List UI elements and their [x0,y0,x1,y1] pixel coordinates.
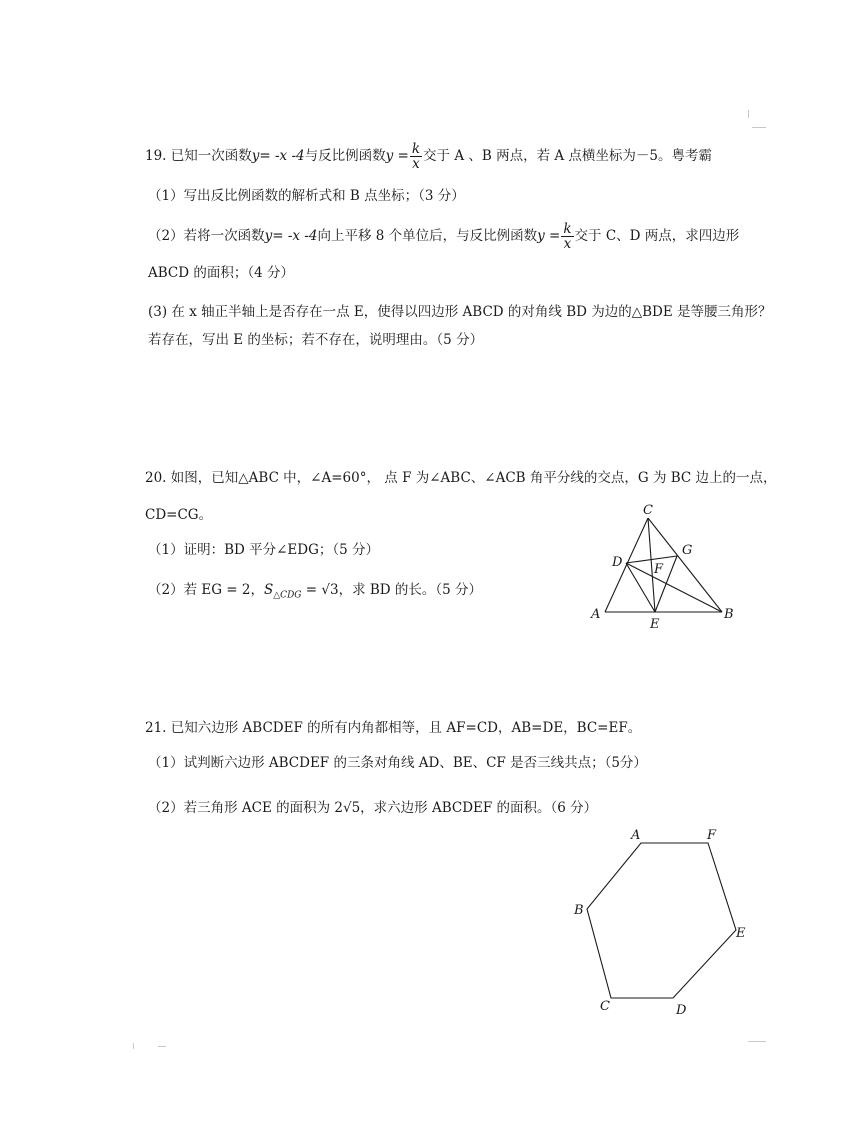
q21-label-f: F [707,828,717,843]
q20-label-b: B [724,607,734,622]
q21-label-d: D [676,1003,687,1018]
q20-part1: （1）证明：BD 平分∠EDG；（5 分） [148,542,380,558]
q19-frac-den: x [412,156,420,172]
q19-part1: （1）写出反比例函数的解析式和 B 点坐标；（3 分） [148,188,465,204]
q19-part2-text-b: 向上平移 8 个单位后，与反比例函数 [317,228,538,244]
q21-stem: 21. 已知六边形 ABCDEF 的所有内角都相等，且 AF=CD，AB=DE，BC=EF。 [145,720,642,736]
q20-label-c: C [643,503,653,518]
q19-fraction [410,142,422,171]
corner-mark-bottom-left-v [133,1043,134,1049]
q21-label-b: B [574,903,584,918]
q19-frac-num: k [411,141,421,157]
q19-stem-text-c: 交于 A 、B 两点，若 A 点横坐标为－5。粤考霸 [423,148,713,164]
q19-stem-text-b: 与反比例函数 [304,148,386,164]
q20-part2-text-b: = √3，求 BD 的长。（5 分） [301,582,483,598]
q20-label-d: D [612,555,623,570]
q19-part2-text-c: 交于 C、D 两点，求四边形 [574,228,740,244]
q19-part2-fraction [561,222,573,251]
q19-part2-cont: ABCD 的面积；（4 分） [148,265,294,281]
q21-part2: （2）若三角形 ACE 的面积为 2√5，求六边形 ABCDEF 的面积。（6 分） [148,800,598,816]
q19-part2-eq: y= -x -4 [264,228,318,244]
q20-label-e: E [650,617,660,632]
q20-part2 [148,580,482,606]
q21-label-a: A [631,828,641,843]
q19-linear-eq: y= -x -4 [251,148,305,164]
corner-mark-bottom-right [748,1041,766,1042]
q20-stem: 20. 如图，已知△ABC 中，∠A=60°， 点 F 为∠ABC、∠ACB 角平分线的交点，G 为 BC 边上的一点， [145,470,777,486]
q20-area-subscript: △CDG [273,590,302,601]
corner-mark-top-right-h [752,127,766,128]
corner-mark-top-right [748,110,749,118]
q20-label-a: A [591,607,601,622]
q19-part3-line1: (3) 在 x 轴正半轴上是否存在一点 E，使得以四边形 ABCD 的对角线 BD 为边的△BDE 是等腰三角形？ [148,304,772,320]
q19-stem-text-a: 19. 已知一次函数 [145,148,252,164]
q21-label-c: C [600,999,610,1014]
q20-part2-text-a: （2）若 EG = 2， [148,582,265,598]
q20-label-g: G [682,543,693,558]
q20-label-f: F [654,562,664,577]
q19-part3-line2: 若存在，写出 E 的坐标；若不存在，说明理由。（5 分） [148,332,484,348]
q20-area-symbol: S [264,582,274,598]
q20-stem-cont: CD=CG。 [145,507,213,523]
corner-mark-bottom-left [158,1046,166,1047]
q19-part2-frac-den: x [563,236,572,252]
q19-stem [145,142,712,171]
q19-part2-eq2: y = [537,228,561,244]
q19-inverse-eq-lhs: y = [385,148,409,164]
q21-part1: （1）试判断六边形 ABCDEF 的三条对角线 AD、BE、CF 是否三线共点；（5分） [148,755,647,771]
q21-label-e: E [736,926,746,941]
q19-part2-text-a: （2）若将一次函数 [148,228,265,244]
q19-part2-frac-num: k [563,221,572,237]
q19-part2 [148,222,739,251]
